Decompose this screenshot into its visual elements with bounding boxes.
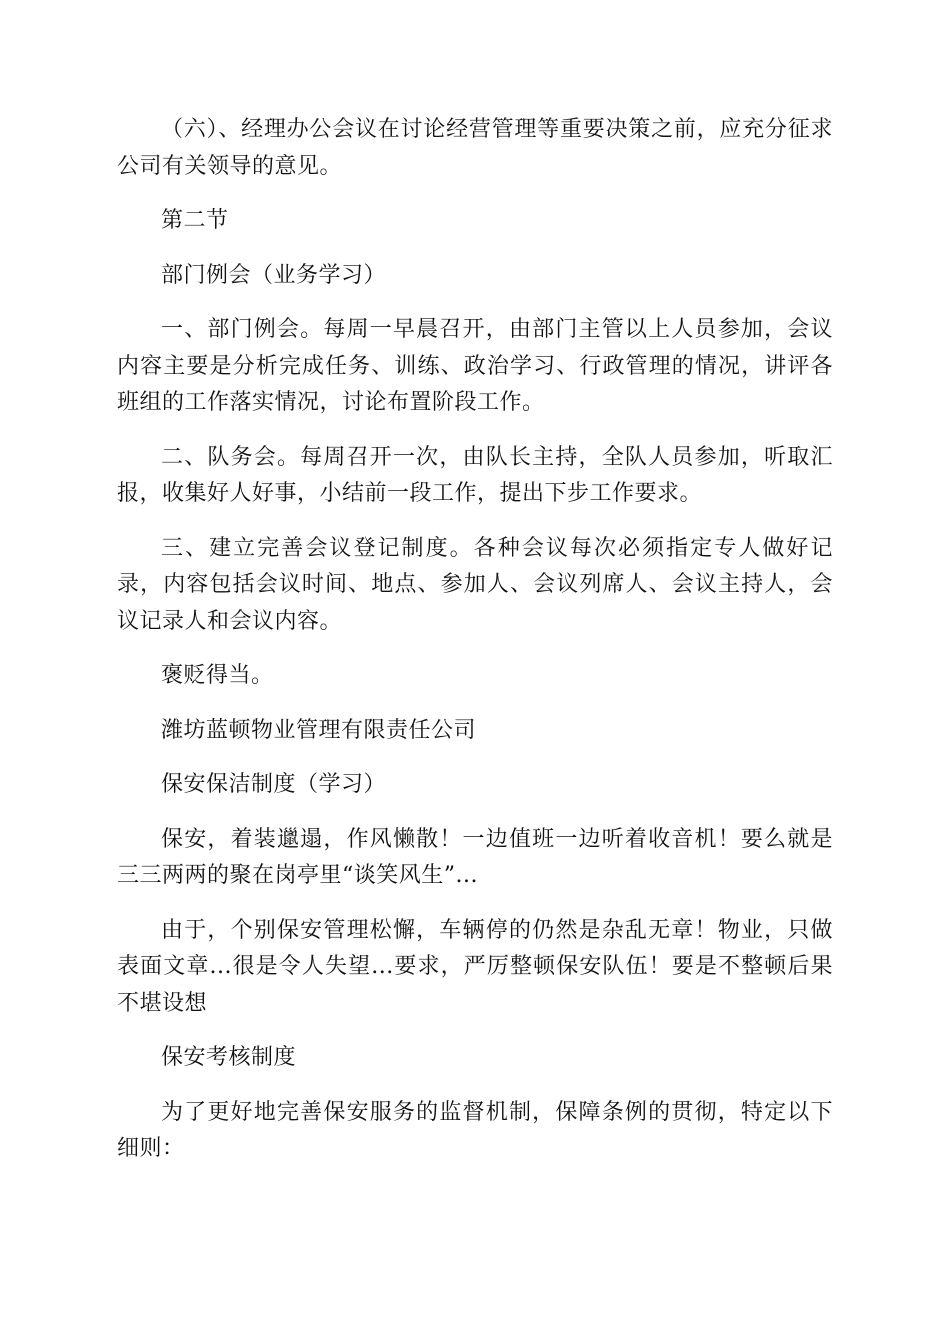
regulation-title-assessment: 保安考核制度 xyxy=(161,1045,297,1070)
company-name: 潍坊蓝顿物业管理有限责任公司 xyxy=(161,717,477,743)
paragraph-decision-consultation: （六）、经理办公会议在讨论经营管理等重要决策之前，应充分征求公司有关领导的意见。 xyxy=(117,117,833,179)
paragraph-security-management: 由于，个别保安管理松懈，车辆停的仍然是杂乱无章！物业，只做表面文章...很是令人失望...要求，严厉整顿保安队伍！要是不整顿后果不堪设想 xyxy=(117,917,833,1016)
document-page xyxy=(117,112,833,1186)
paragraph-department-meeting: 一、部门例会。每周一早晨召开，由部门主管以上人员参加，会议内容主要是分析完成任务、训练、政治学习、行政管理的情况，讲评各班组的工作落实情况，讨论布置阶段工作。 xyxy=(117,317,833,415)
paragraph-team-meeting: 二、队务会。每周召开一次，由队长主持，全队人员参加，听取汇报，收集好人好事，小结前一段工作，提出下步工作要求。 xyxy=(117,444,833,506)
regulation-title-security-cleaning: 保安保洁制度（学习） xyxy=(161,772,387,797)
paragraph-meeting-registration: 三、建立完善会议登记制度。各种会议每次必须指定专人做好记录，内容包括会议时间、地点、参加人、会议列席人、会议主持人，会议记录人和会议内容。 xyxy=(117,535,833,634)
paragraph-security-conduct: 保安，着装邋遢，作风懒散！一边值班一边听着收音机！要么就是三三两两的聚在岗亭里“谈笑风生”... xyxy=(117,826,833,888)
paragraph-short-note: 褒贬得当。 xyxy=(161,663,274,688)
paragraph-assessment-intro: 为了更好地完善保安服务的监督机制，保障条例的贯彻，特定以下细则： xyxy=(117,1099,833,1161)
section-subheading: 部门例会（业务学习） xyxy=(161,262,387,288)
section-heading: 第二节 xyxy=(161,208,229,233)
